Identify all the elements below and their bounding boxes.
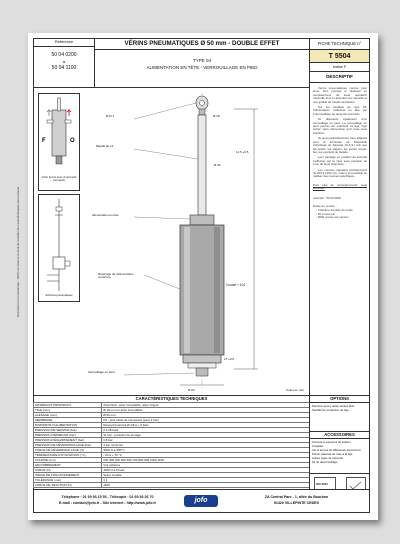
characteristics-title: CARACTÉRISTIQUES TECHNIQUES	[135, 396, 208, 401]
characteristic-label: TOLÉRANCE (mm)	[34, 478, 102, 483]
callout-dia-top: Ø M 1	[106, 114, 115, 118]
fiche-number-box	[309, 49, 370, 63]
exists-item: - Chambre d'entrée de sortie	[316, 208, 353, 213]
page-subtitle: ALIMENTATION EN TÊTE - VERROUILLAGE EN PIED	[146, 65, 258, 70]
characteristic-value: - 20 à + 70 °C	[102, 453, 310, 458]
indice-label: indice F	[332, 65, 347, 69]
callout-tolerance: 11,5 +0,5	[236, 150, 249, 154]
characteristic-label: PRESSION DE SERVICE (bar)	[34, 428, 102, 433]
side-disclaimer: Document non contractuel - JOFO se réserve le droit de modifier les caractéristiques sans préavis	[16, 186, 20, 318]
document-sheet	[28, 33, 378, 520]
exists-item: - 5000 course sur version	[316, 215, 349, 220]
contact-note: Pour plus de renseignements nous consulter	[313, 182, 367, 191]
characteristic-value: Ø 18 mm en acier inoxydable	[102, 408, 310, 413]
callout-lock: Verrouillage en pied	[88, 370, 115, 374]
reference-code-sep: à	[62, 59, 66, 64]
accessories-item: Kit de déverrouillage	[312, 460, 338, 464]
callout-units: Cotes en mm	[286, 388, 304, 392]
reference-code-start: 50 04 0200	[51, 52, 77, 58]
svg-text:O: O	[70, 138, 75, 144]
options-item: Peinture époxy selon teintes RAL	[312, 404, 355, 408]
accessories-item: Autres types de raccords	[312, 456, 343, 460]
fiche-number: T 5504	[328, 53, 351, 60]
characteristic-label: PRESSION D'ÉCHAPPEMENT (bar)	[34, 438, 102, 443]
descriptif-paragraph: Leur passage en position de sécurité s'effectue par la mise sous pression de l'une de leurs chambres.	[313, 155, 367, 167]
characteristic-value: Ø 50 mm	[102, 413, 310, 418]
callout-dia-rod: Ø 18	[213, 114, 220, 118]
characteristic-value: 1180 N à 6 bars	[102, 468, 310, 473]
callout-thread: Méplat de 13	[96, 144, 114, 148]
characteristic-label: TIGE (mm)	[34, 408, 102, 413]
example-label: exemple : 50 04 0600	[313, 195, 341, 200]
descriptif-label: DESCRIPTIF	[326, 74, 353, 79]
schema-caption: Schéma pneumatique	[45, 293, 73, 297]
characteristic-value: 1100	[102, 483, 310, 488]
options-box	[309, 402, 370, 432]
characteristic-label: COURSE (mm)	[34, 458, 102, 463]
callout-dia-body: Ø 36	[214, 163, 221, 167]
characteristic-label: INDICE DE FONCTIONNEMENT	[34, 473, 102, 478]
accessories-item: Pointe cadenas de mise à la tige	[312, 452, 353, 456]
characteristic-value: 200 300 400 500 600 700 800 900 1000 1100	[102, 458, 310, 463]
accessories-title: ACCESSOIRES	[324, 432, 355, 437]
footer	[33, 489, 370, 513]
descriptif-paragraph: Sur les modèles de type 04, l'alimentation s'effectue en tête par l'intermédiaire de raccords tournants.	[313, 105, 367, 116]
exists-label: Existe en version :	[313, 203, 337, 208]
page-title: VÉRINS PNEUMATIQUES Ø 50 mm - DOUBLE EFFET	[124, 40, 280, 47]
accessories-item: Coupilles	[312, 444, 324, 448]
footer-email: E-mail : contact@jofo.fr - Site internet : http://www.jofo.fr	[58, 501, 156, 505]
descriptif-text	[313, 87, 367, 220]
characteristic-label: MEMBRANE	[34, 418, 102, 423]
characteristic-value: Aluminium, acier inoxydable, acier zingué	[102, 403, 310, 408]
characteristic-label: ALÉSAGE (mm)	[34, 413, 102, 418]
company-logo	[184, 495, 218, 507]
characteristic-value: 41 bar - pression de serrage	[102, 433, 310, 438]
characteristic-value: 0,8 bar	[102, 438, 310, 443]
characteristic-label: MATÉRIAUX PRINCIPAUX	[34, 403, 102, 408]
reference-code-end: 50 04 1100	[51, 65, 77, 71]
characteristic-label: FORCE (N)	[34, 468, 102, 473]
footer-address-1: ZA Central Parc - 1, allée du Bourbon	[264, 495, 329, 499]
characteristic-value: D2 - joint nitrile de compensé (pour 1 bar)	[102, 418, 310, 423]
characteristic-label: FORCE DE DÉVERROUILLAGE (N)	[34, 448, 102, 453]
descriptif-paragraph: Ils disposent également d'un verrouillage en pied. Le verrouillage en pied permet de maintenir la tige "tige sortie" sans intervention qu'il reste sous pression.	[313, 117, 367, 135]
accessories-item: Vis et écrous de différentes dimensions	[312, 448, 361, 452]
characteristic-label: PRESSION DE DÉVERROUILLAGE (bar)	[34, 443, 102, 448]
pneumatic-schema	[39, 195, 79, 301]
descriptif-paragraph: Les courses standard s'échelonnent de 200 à 1100 mm, mais il est possible de réaliser des courses spécifiques.	[313, 167, 367, 179]
table-row	[34, 483, 310, 488]
callout-spring: Repérage de l'alimentation ouverture	[98, 272, 134, 280]
cylinder-drawing	[84, 89, 308, 394]
characteristic-value: Selon modèle	[102, 473, 310, 478]
valve-diagram-frame	[38, 93, 80, 191]
title-box	[94, 38, 310, 88]
accessories-item: Console et équerres de fixation	[312, 440, 351, 444]
certification-box	[309, 473, 370, 490]
logo-text: jofo	[194, 497, 208, 504]
characteristic-value: 2 à 28 bars	[102, 428, 310, 433]
characteristic-label: ENCOMBREMENT	[34, 463, 102, 468]
options-title: OPTIONS	[330, 396, 349, 401]
characteristic-value: Raccord tournant Ø 1/8 à + 6 bars	[102, 423, 310, 428]
accessories-box	[309, 438, 370, 474]
characteristic-value: 3 bar minimum	[102, 443, 310, 448]
characteristic-value: 3000 N à 300°C	[102, 448, 310, 453]
footer-address-2: 91420 VILLEPINTE CEDEX	[273, 501, 320, 505]
characteristic-label: FORCE DE TRACTION (N)	[34, 483, 102, 488]
exists-item: - 50 course pic	[316, 211, 335, 216]
iso-label: ISO 9001	[316, 482, 328, 486]
descriptif-paragraph: Ils sont particulièrement bien adaptés pour la fermeture de Dispositifs Individuels de Sécurité (D.A.S.) tels que les volets, les clapets, les portes coupe-feu, les ouvrants de façade.	[313, 136, 367, 154]
footer-phone: Téléphone : 01 69 93 15 53 - Télécopie : 01 69 93 26 70	[61, 495, 154, 499]
callout-bottom-dim: 27 +0,5	[224, 357, 235, 361]
pneumatic-schema-frame	[38, 194, 80, 302]
callout-stroke: Course + 102	[226, 283, 246, 287]
characteristic-value: Voir schéma	[102, 463, 310, 468]
characteristic-value: ± 1	[102, 478, 310, 483]
characteristic-label: TEMPÉRATURE D'UTILISATION (°C)	[34, 453, 102, 458]
options-item: Soufflet de protection de tige	[312, 408, 349, 412]
type-line: TYPE 04	[192, 58, 211, 63]
reference-box	[33, 38, 95, 88]
svg-text:F: F	[42, 138, 46, 144]
characteristic-label: DISPOSITIF D'ALIMENTATION	[34, 423, 102, 428]
callout-mount: Alimentation en tête	[92, 213, 119, 217]
descriptif-paragraph: Vérins pneumatiques conçus pour lever, tirer, pousser et déplacer en remplacement de toute opération manuelle tout en assurant une sécurité et une qualité de travail constantes.	[313, 86, 367, 104]
characteristics-table	[33, 402, 310, 488]
fiche-label: FICHE TECHNIQUE n°	[317, 41, 362, 46]
reference-label: Référence	[54, 39, 74, 44]
valve-caption: Vérin fourni avec 2 raccords tournants	[41, 175, 77, 183]
characteristic-label: PRESSION D'ÉPREUVE (bar)	[34, 433, 102, 438]
callout-dia-foot: Ø 60	[188, 388, 195, 392]
